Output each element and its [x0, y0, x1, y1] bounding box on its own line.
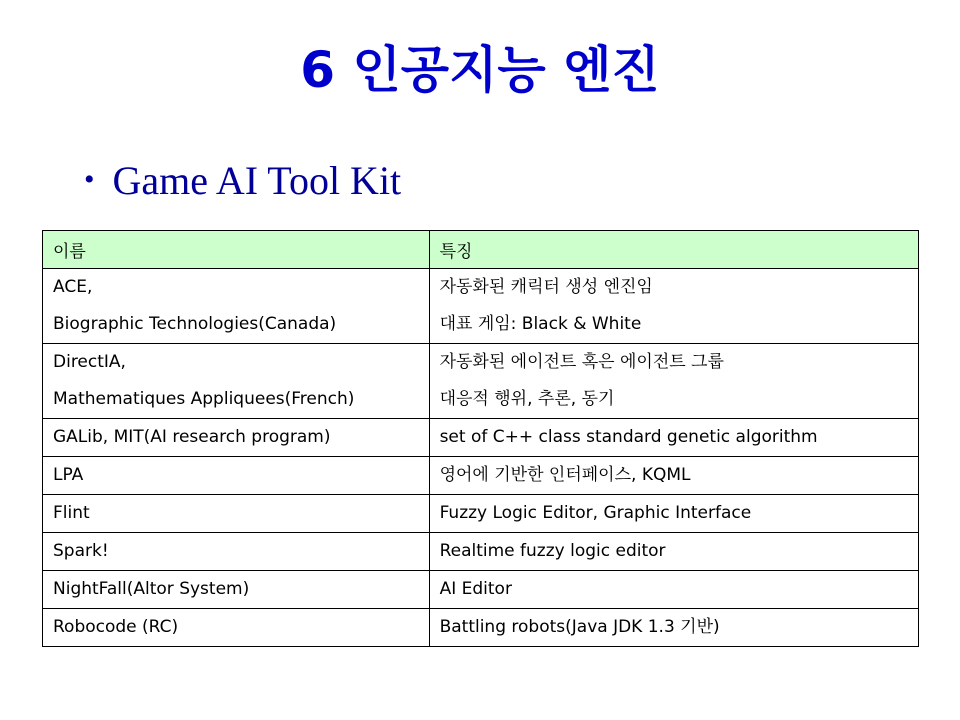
table-row — [43, 344, 919, 419]
table-row — [43, 269, 919, 344]
bullet-dot-icon: • — [84, 163, 95, 196]
row-features-cell — [429, 495, 918, 533]
cell-text: 자동화된 캐릭터 생성 엔진임 — [439, 277, 653, 297]
row-features-cell — [429, 457, 918, 495]
row-name-cell — [43, 344, 430, 419]
row-features-cell — [429, 609, 918, 647]
row-name-cell — [43, 609, 430, 647]
table-row — [43, 495, 919, 533]
cell-text: Realtime fuzzy logic editor — [439, 541, 666, 561]
cell-text: Fuzzy Logic Editor, Graphic Interface — [439, 503, 752, 523]
slide-title: 6 인공지능 엔진 — [300, 41, 660, 99]
table-row — [43, 419, 919, 457]
cell-text: DirectIA, — [53, 352, 126, 372]
table-row — [43, 533, 919, 571]
cell-text: 대표 게임: Black & White — [439, 314, 642, 334]
cell-text: LPA — [53, 465, 84, 485]
bullet-text: Game AI Tool Kit — [112, 157, 402, 203]
cell-text: set of C++ class standard genetic algorithm — [439, 427, 818, 447]
cell-text: Flint — [53, 503, 90, 523]
cell-text: Biographic Technologies(Canada) — [53, 314, 337, 334]
cell-text: GALib, MIT(AI research program) — [53, 427, 331, 447]
cell-text: Mathematiques Appliquees(French) — [53, 389, 355, 409]
table-row — [43, 609, 919, 647]
row-name-cell — [43, 457, 430, 495]
row-name-cell — [43, 571, 430, 609]
row-features-cell — [429, 533, 918, 571]
table-header-row — [43, 231, 919, 269]
cell-text: Spark! — [53, 541, 109, 561]
cell-text: ACE, — [53, 277, 93, 297]
cell-text: NightFall(Altor System) — [53, 579, 250, 599]
cell-text: 자동화된 에이전트 혹은 에이전트 그룹 — [439, 352, 724, 372]
cell-text: 영어에 기반한 인터페이스, KQML — [439, 465, 691, 485]
toolkit-table — [42, 230, 919, 647]
cell-text: Battling robots(Java JDK 1.3 기반) — [439, 617, 720, 637]
row-name-cell — [43, 495, 430, 533]
row-features-cell — [429, 571, 918, 609]
cell-text: 대응적 행위, 추론, 동기 — [439, 389, 615, 409]
row-features-cell — [429, 419, 918, 457]
bullet-item — [84, 150, 401, 210]
header-name: 이름 — [43, 231, 430, 269]
row-name-cell — [43, 533, 430, 571]
table-row — [43, 571, 919, 609]
row-features-cell — [429, 269, 918, 344]
row-name-cell — [43, 419, 430, 457]
table-row — [43, 457, 919, 495]
row-name-cell — [43, 269, 430, 344]
cell-text: AI Editor — [439, 579, 512, 599]
header-features: 특징 — [429, 231, 918, 269]
row-features-cell — [429, 344, 918, 419]
cell-text: Robocode (RC) — [53, 617, 179, 637]
